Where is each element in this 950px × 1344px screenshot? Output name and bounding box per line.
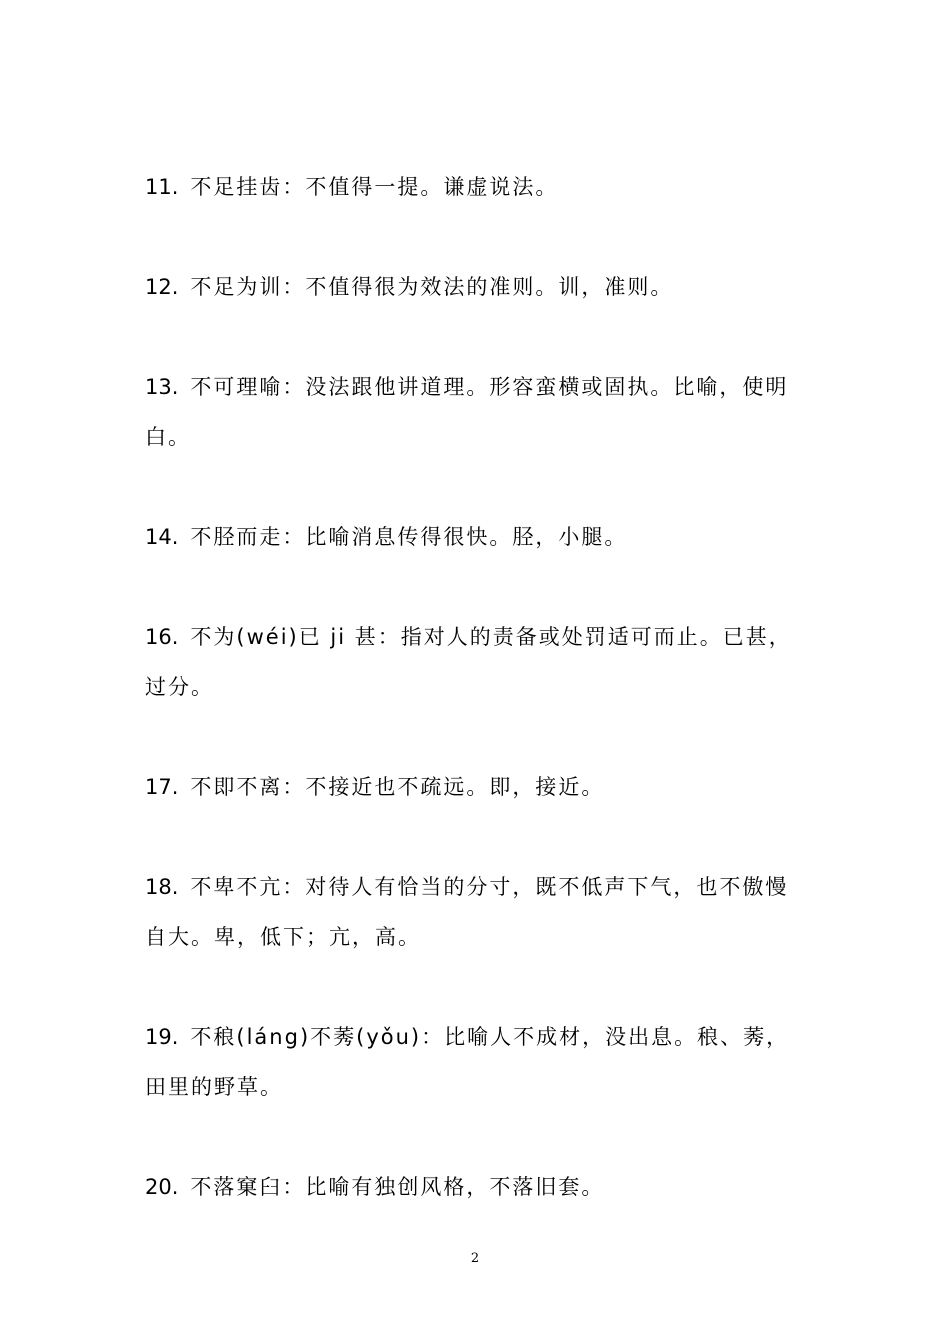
entry-number: 16. bbox=[145, 625, 179, 649]
entry-number: 18. bbox=[145, 875, 179, 899]
list-item bbox=[145, 612, 810, 712]
entry-text: 不可理喻：没法跟他讲道理。形容蛮横或固执。比喻，使明白。 bbox=[145, 375, 789, 449]
entry-text: 不胫而走：比喻消息传得很快。胫，小腿。 bbox=[190, 525, 628, 549]
list-item bbox=[145, 262, 810, 312]
list-item bbox=[145, 1162, 810, 1212]
entry-number: 14. bbox=[145, 525, 179, 549]
list-item bbox=[145, 362, 810, 462]
entry-number: 20. bbox=[145, 1175, 179, 1199]
entry-text: 不足挂齿：不值得一提。谦虚说法。 bbox=[190, 175, 559, 199]
idiom-list bbox=[145, 162, 810, 1262]
page-number: 2 bbox=[470, 1251, 480, 1266]
entry-text: 不落窠臼：比喻有独创风格，不落旧套。 bbox=[190, 1175, 605, 1199]
entry-number: 11. bbox=[145, 175, 179, 199]
entry-text: 不即不离：不接近也不疏远。即，接近。 bbox=[190, 775, 605, 799]
entry-text: 不卑不亢：对待人有恰当的分寸，既不低声下气，也不傲慢自大。卑，低下；亢，高。 bbox=[145, 875, 789, 949]
entry-number: 17. bbox=[145, 775, 179, 799]
entry-number: 12. bbox=[145, 275, 179, 299]
list-item bbox=[145, 762, 810, 812]
entry-text: 不稂(láng)不莠(yǒu)：比喻人不成材，没出息。稂、莠，田里的野草。 bbox=[145, 1025, 790, 1099]
list-item bbox=[145, 162, 810, 212]
entry-text: 不足为训：不值得很为效法的准则。训，准则。 bbox=[190, 275, 674, 299]
entry-number: 19. bbox=[145, 1025, 179, 1049]
list-item bbox=[145, 1012, 810, 1112]
list-item bbox=[145, 512, 810, 562]
list-item bbox=[145, 862, 810, 962]
entry-text: 不为(wéi)已 ji 甚：指对人的责备或处罚适可而止。已甚，过分。 bbox=[145, 625, 792, 699]
entry-number: 13. bbox=[145, 375, 179, 399]
